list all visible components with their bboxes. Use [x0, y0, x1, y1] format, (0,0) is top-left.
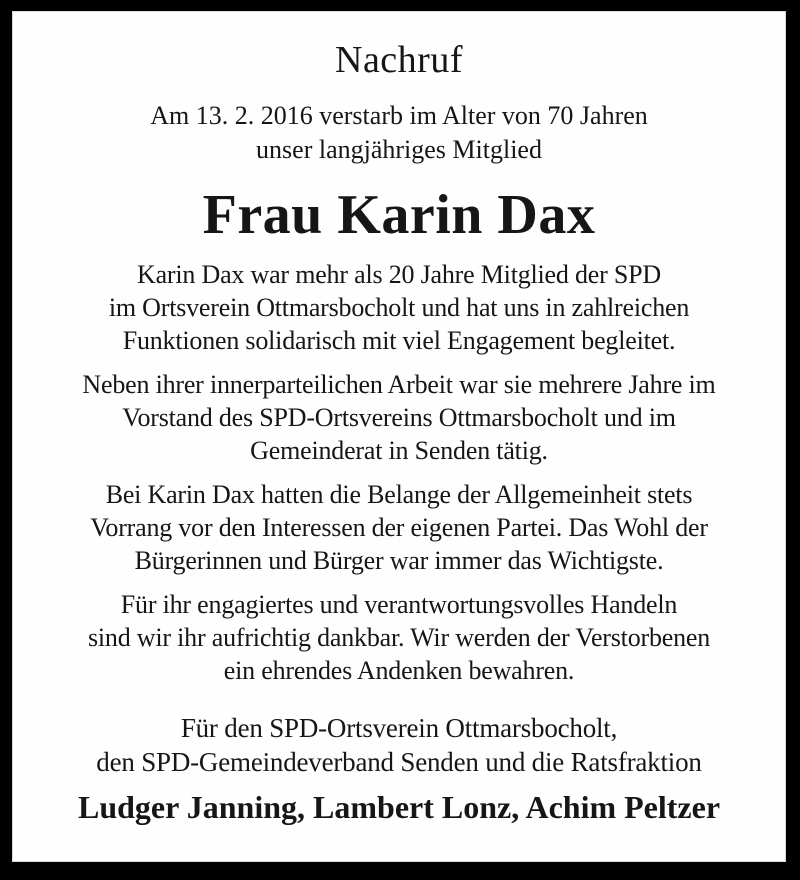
paragraph-line: im Ortsverein Ottmarsbocholt und hat uns in zahlreichen: [108, 293, 690, 322]
intro-text: [12, 99, 786, 167]
paragraph-line: Vorrang vor den Interessen der eigenen Partei. Das Wohl der: [90, 513, 708, 542]
paragraph-line: Funktionen solidarisch mit viel Engagement begleitet.: [122, 326, 676, 355]
paragraph-line: Karin Dax war mehr als 20 Jahre Mitglied der SPD: [137, 260, 661, 289]
obituary-paragraph: [12, 368, 786, 467]
closing-attribution: [12, 711, 786, 779]
intro-line: Am 13. 2. 2016 verstarb im Alter von 70 Jahren: [150, 101, 648, 130]
paragraph-line: Für ihr engagiertes und verantwortungsvolles Handeln: [120, 590, 678, 619]
paragraph-line: Bei Karin Dax hatten die Belange der Allgemeinheit stets: [105, 480, 693, 509]
paragraph-line: sind wir ihr aufrichtig dankbar. Wir werden der Verstorbenen: [87, 623, 711, 652]
deceased-name: Frau Karin Dax: [202, 184, 596, 246]
obituary-paragraph: [12, 258, 786, 357]
paragraph-line: ein ehrendes Andenken bewahren.: [223, 656, 575, 685]
obituary-card: [12, 11, 786, 862]
closing-line: Für den SPD-Ortsverein Ottmarsbocholt,: [180, 713, 618, 743]
intro-line: unser langjähriges Mitglied: [256, 135, 542, 164]
paragraph-line: Bürgerinnen und Bürger war immer das Wichtigste.: [134, 546, 664, 575]
notice-type-title: Nachruf: [335, 39, 463, 81]
signatories: Ludger Janning, Lambert Lonz, Achim Peltzer: [77, 789, 721, 825]
obituary-paragraph: [12, 478, 786, 577]
paragraph-line: Vorstand des SPD-Ortsvereins Ottmarsbocholt und im: [122, 403, 676, 432]
obituary-paragraph: [12, 588, 786, 687]
paragraph-line: Neben ihrer innerparteilichen Arbeit war sie mehrere Jahre im: [82, 370, 716, 399]
closing-line: den SPD-Gemeindeverband Senden und die Ratsfraktion: [96, 747, 702, 777]
paragraph-line: Gemeinderat in Senden tätig.: [250, 436, 548, 465]
